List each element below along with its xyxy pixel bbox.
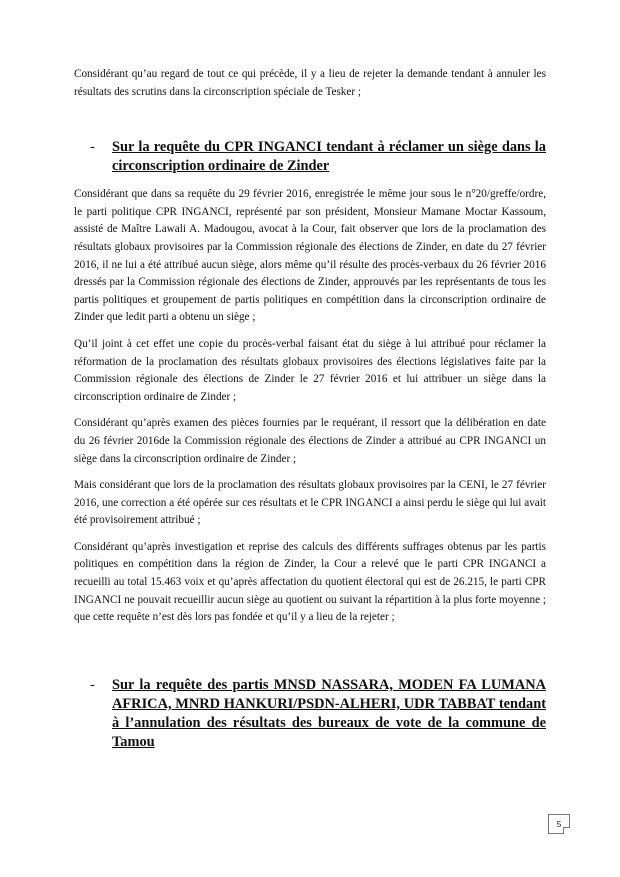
section-heading-cpr-inganci xyxy=(74,138,546,176)
page-number: 5 xyxy=(548,814,570,834)
heading-text: Sur la requête des partis MNSD NASSARA, MODEN FA LUMANA AFRICA, MNRD HANKURI/PSDN-ALHERI, UDR TABBAT tendant à l’annulation des résultats des bureaux de vote de la commune de Tamou xyxy=(112,676,546,750)
paragraph-examination: Considérant qu’après examen des pièces fournies par le requérant, il ressort que la délibération en date du 26 février 2016de la Commission régionale des élections de Zinder a attribué au CPR INGANCI un siège dans la circonscription ordinaire de Zinder ; xyxy=(74,417,546,465)
paragraph-cpr-request: Considérant que dans sa requête du 29 février 2016, enregistrée le même jour sous le n°20/greffe/ordre, le parti politique CPR INGANCI, représenté par son président, Monsieur Mamane Moctar Kassoum, assisté de Maître Lawali A. Madougou, avocat à la Cour, fait observer que lors de la proclamation des résultats globaux provisoires par la Commission régionale des élections de Zinder, en date du 27 février 2016, il ne lui a été attribué aucun siège, alors même qu’il résulte des procès-verbaux du 26 février 2016 dressés par la Commission régionale des élections de Zinder, approuvés par les représentants de tous les partis politiques et groupement de partis politiques en compétition dans la circonscription ordinaire de Zinder que ledit parti a obtenu un siège ; xyxy=(74,188,546,324)
document-page xyxy=(74,66,546,762)
heading-bullet: - xyxy=(90,676,95,693)
paragraph-ceni-correction: Mais considérant que lors de la proclamation des résultats globaux provisoires par la CENI, le 27 février 2016, une correction a été opérée sur ces résultats et le CPR INGANCI a ainsi perdu le siège qui lui avait été provisoirement attribué ; xyxy=(74,479,546,527)
heading-text: Sur la requête du CPR INGANCI tendant à réclamer un siège dans la circonscription ordinaire de Zinder xyxy=(112,139,546,175)
paragraph-investigation: Considérant qu’après investigation et reprise des calculs des différents suffrages obtenus par les partis politiques en compétition dans la région de Zinder, la Cour a relevé que le parti CPR INGANCI a recueilli au total 15.463 voix et qu’après affectation du quotient électoral qui est de 26.215, le parti CPR INGANCI ne pouvait recueillir aucun siège au quotient ou suivant la répartition à la plus forte moyenne ; que cette requête n’est dès lors pas fondée et qu’il y a lieu de la rejeter ; xyxy=(74,540,546,624)
section-heading-tamou xyxy=(74,676,546,752)
spacer xyxy=(74,110,546,138)
spacer xyxy=(74,636,546,676)
heading-bullet: - xyxy=(90,139,95,156)
paragraph-pv-copy: Qu’il joint à cet effet une copie du procès-verbal faisant état du siège à lui attribué pour réclamer la réformation de la proclamation des résultats globaux provisoires des élections législatives faite par la Commission régionale des élections de Zinder le 27 février 2016 et lui attribuer un siège dans la circonscription ordinaire de Zinder ; xyxy=(74,337,546,403)
paragraph-tesker-conclusion: Considérant qu’au regard de tout ce qui précède, il y a lieu de rejeter la demande tendant à annuler les résultats des scrutins dans la circonscription spéciale de Tesker ; xyxy=(74,68,546,98)
